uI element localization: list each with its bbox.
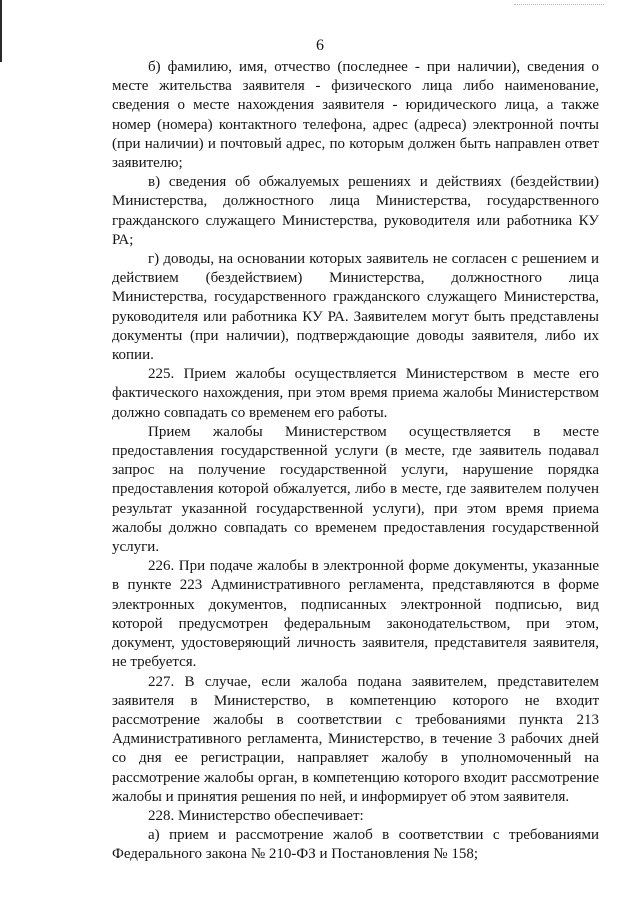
- paragraph-b-applicant-details: б) фамилию, имя, отчество (последнее - при наличии), сведения о месте жительства заявителя - физического лица либо наименование, сведения о месте нахождения заявителя - юридического лица, а также номер (номера) контактного телефона, адрес (адреса) электронной почты (при наличии) и почтовый адрес, по которым должен быть направлен ответ заявителю;: [112, 59, 599, 172]
- paragraph-g-arguments: г) доводы, на основании которых заявитель не согласен с решением и действием (бездействием) Министерства, должностного лица Министерства, государственного гражданского служащего Министерства, руководителя или работника КУ РА. Заявителем могут быть представлены документы (при наличии), подтверждающие доводы заявителя, либо их копии.: [112, 251, 599, 364]
- paragraph-225-continued: Прием жалобы Министерством осуществляется в месте предоставления государственной услуги (в месте, где заявитель подавал запрос на получение государственной услуги, нарушение порядка предоставления которой обжалуется, либо в месте, где заявителем получен результат указанной государственной услуги), при этом время приема жалобы должно совпадать со временем предоставления государственной услуги.: [112, 423, 599, 556]
- document-body: [112, 58, 599, 865]
- page-number: 6: [316, 37, 324, 54]
- scan-header-artifact: [514, 0, 604, 5]
- paragraph-226: 226. При подаче жалобы в электронной форме документы, указанные в пункте 223 Административного регламента, представляются в форме электронных документов, подписанных электронной подписью, вид которой предусмотрен федеральным законодательством, при этом, документ, удостоверяющий личность заявителя, представителя заявителя, не требуется.: [112, 558, 599, 671]
- paragraph-225: 225. Прием жалобы осуществляется Министерством в месте его фактического нахождения, при этом время приема жалобы Министерством должно совпадать со временем его работы.: [112, 366, 599, 421]
- paragraph-v-appealed-decisions: в) сведения об обжалуемых решениях и действиях (бездействии) Министерства, должностного лица Министерства, государственного гражданского служащего Министерства, руководителя или работника КУ РА;: [112, 174, 599, 248]
- paragraph-a-complaint-processing: а) прием и рассмотрение жалоб в соответствии с требованиями Федерального закона № 210-ФЗ и Постановления № 158;: [112, 827, 599, 863]
- paragraph-227: 227. В случае, если жалоба подана заявителем, представителем заявителя в Министерство, в компетенцию которого не входит рассмотрение жалобы в соответствии с требованиями пункта 213 Административного регламента, Министерство, в течение 3 рабочих дней со дня ее регистрации, направляет жалобу в уполномоченный на рассмотрение жалобы орган, в компетенцию которого входит рассмотрение жалобы и принятия решения по ней, и информирует об этом заявителя.: [112, 673, 599, 805]
- paragraph-228: 228. Министерство обеспечивает:: [148, 807, 364, 824]
